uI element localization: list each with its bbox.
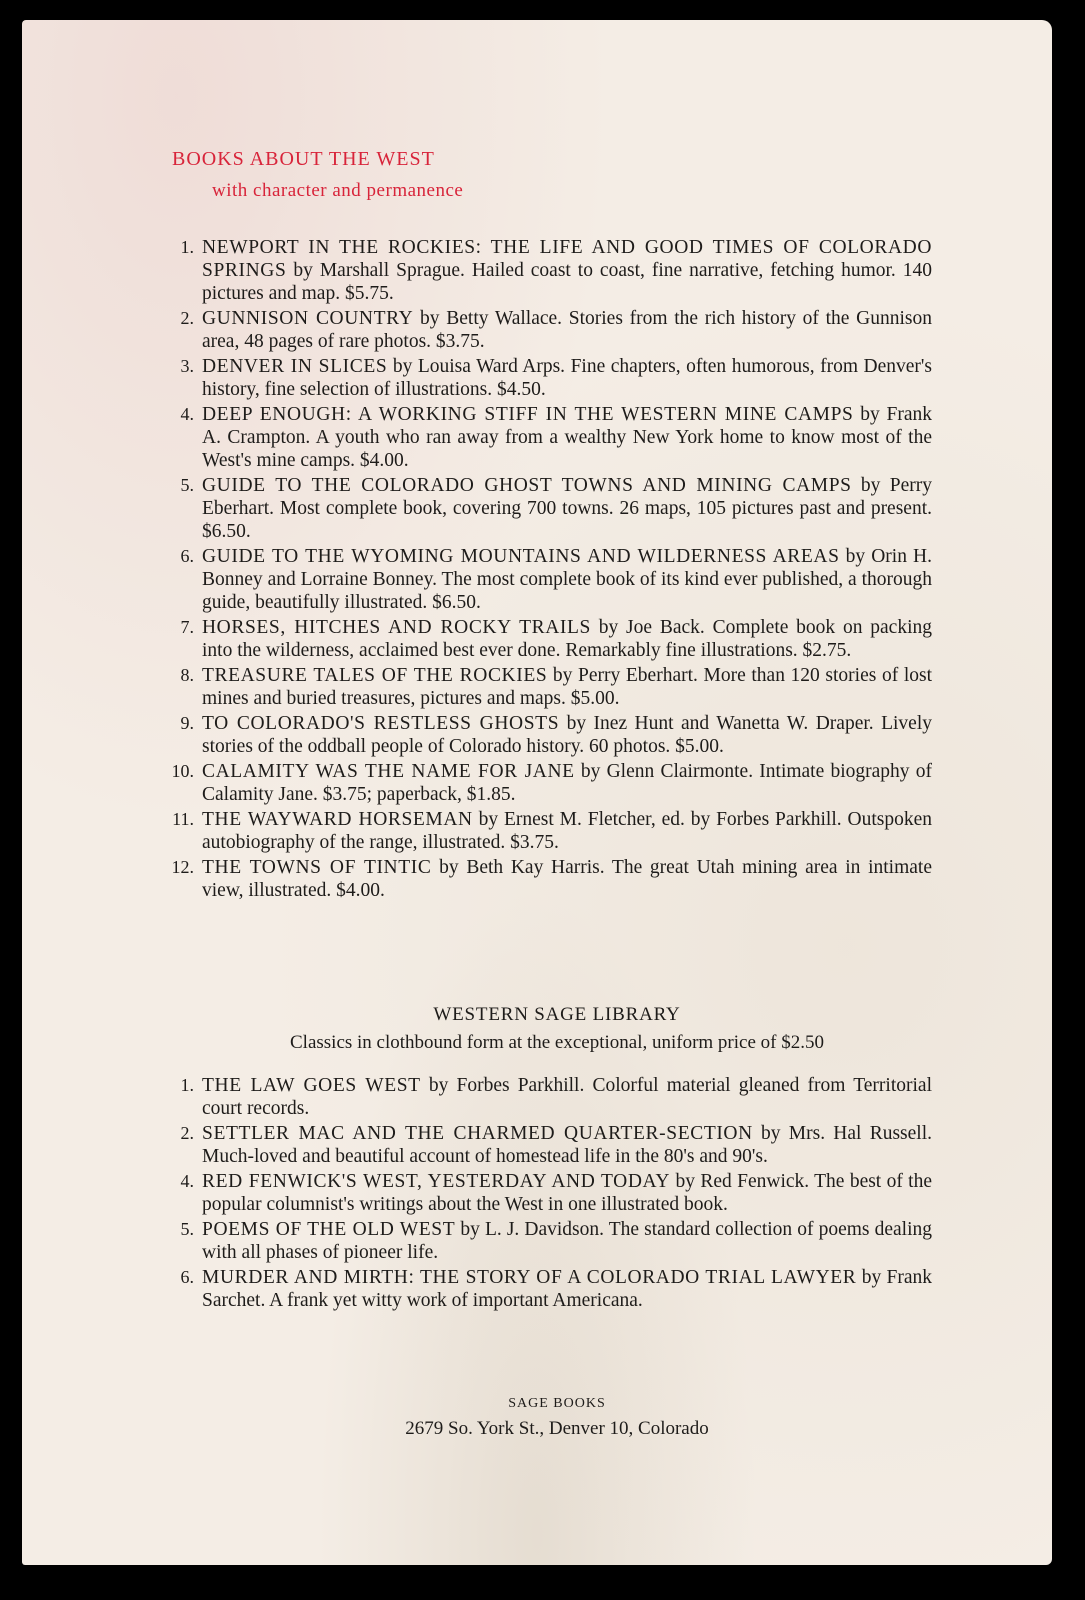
item-number: 10. — [171, 761, 194, 781]
item-number: 1. — [180, 237, 194, 257]
item-number: 11. — [172, 809, 194, 829]
book-title: THE WAYWARD HORSEMAN — [202, 809, 473, 830]
list-item — [172, 664, 932, 710]
item-number: 3. — [180, 356, 194, 376]
list-item — [172, 712, 932, 758]
book-description: by Glenn Clairmonte. Intimate biography of Calamity Jane. $3.75; paperback, $1.85. — [202, 761, 932, 805]
list-item — [172, 307, 932, 353]
book-description: by Frank A. Crampton. A youth who ran away from a wealthy New York home to know most of the West's mine camps. $4.00. — [202, 404, 932, 471]
list-item — [172, 355, 932, 401]
item-number: 2. — [180, 308, 194, 328]
book-description: by Orin H. Bonney and Lorraine Bonney. The most complete book of its kind ever published, a thorough guide, beautifully illustrated. $6.50. — [202, 546, 932, 613]
book-title: SETTLER MAC AND THE CHARMED QUARTER-SECTION — [202, 1123, 753, 1144]
list-item — [172, 1074, 932, 1120]
item-number: 1. — [180, 1075, 194, 1095]
list-item — [172, 1170, 932, 1216]
item-number: 9. — [180, 713, 194, 733]
book-title: THE TOWNS OF TINTIC — [202, 857, 432, 878]
books-list — [172, 236, 932, 904]
book-title: CALAMITY WAS THE NAME FOR JANE — [202, 761, 575, 782]
book-title: TO COLORADO'S RESTLESS GHOSTS — [202, 713, 560, 734]
book-title: DENVER IN SLICES — [202, 356, 388, 377]
list-item — [172, 403, 932, 472]
item-number: 5. — [180, 1219, 194, 1239]
list-item — [172, 545, 932, 614]
item-number: 6. — [180, 546, 194, 566]
list-item — [172, 1266, 932, 1312]
item-number: 7. — [180, 617, 194, 637]
sage-library-title: WESTERN SAGE LIBRARY — [433, 1004, 681, 1025]
book-description: by Mrs. Hal Russell. Much-loved and beautiful account of homestead life in the 80's and 90's. — [202, 1123, 932, 1167]
book-title: TREASURE TALES OF THE ROCKIES — [202, 665, 548, 686]
book-title: GUNNISON COUNTRY — [202, 308, 414, 329]
item-number: 4. — [180, 1171, 194, 1191]
list-item — [172, 760, 932, 806]
book-title: GUIDE TO THE WYOMING MOUNTAINS AND WILDERNESS AREAS — [202, 546, 840, 567]
book-title: THE LAW GOES WEST — [202, 1075, 421, 1096]
book-title: POEMS OF THE OLD WEST — [202, 1219, 456, 1240]
item-number: 2. — [180, 1123, 194, 1143]
book-title: DEEP ENOUGH: A WORKING STIFF IN THE WESTERN MINE CAMPS — [202, 404, 854, 425]
book-title: HORSES, HITCHES AND ROCKY TRAILS — [202, 617, 591, 638]
item-number: 5. — [180, 475, 194, 495]
list-item — [172, 236, 932, 305]
list-item — [172, 808, 932, 854]
item-number: 12. — [171, 857, 194, 877]
book-description: by Perry Eberhart. More than 120 stories of lost mines and buried treasures, pictures and maps. $5.00. — [202, 665, 932, 709]
book-description: by Frank Sarchet. A frank yet witty work of important Americana. — [202, 1267, 933, 1311]
heading-title: BOOKS ABOUT THE WEST — [172, 148, 435, 170]
book-title: NEWPORT IN THE ROCKIES: THE LIFE AND GOOD TIMES OF COLORADO SPRINGS — [202, 237, 932, 281]
list-item — [172, 616, 932, 662]
book-title: MURDER AND MIRTH: THE STORY OF A COLORADO TRIAL LAWYER — [202, 1267, 857, 1288]
book-description: by Beth Kay Harris. The great Utah mining area in intimate view, illustrated. $4.00. — [202, 857, 932, 901]
book-title: RED FENWICK'S WEST, YESTERDAY AND TODAY — [202, 1171, 671, 1192]
list-item — [172, 474, 932, 543]
publisher-address: 2679 So. York St., Denver 10, Colorado — [405, 1418, 709, 1439]
item-number: 8. — [180, 665, 194, 685]
book-description: by Joe Back. Complete book on packing into the wilderness, acclaimed best ever done. Remarkably fine illustrations. $2.75. — [202, 617, 932, 661]
item-number: 6. — [180, 1267, 194, 1287]
sage-library-subtitle: Classics in clothbound form at the exceptional, uniform price of $2.50 — [290, 1032, 824, 1053]
book-description: by Marshall Sprague. Hailed coast to coast, fine narrative, fetching humor. 140 pictures and map. $5.75. — [202, 260, 932, 304]
book-description: by Inez Hunt and Wanetta W. Draper. Lively stories of the oddball people of Colorado history. 60 photos. $5.00. — [202, 713, 932, 757]
book-description: by Perry Eberhart. Most complete book, covering 700 towns. 26 maps, 105 pictures past and present. $6.50. — [202, 475, 932, 542]
list-item — [172, 856, 932, 902]
item-number: 4. — [180, 404, 194, 424]
list-item — [172, 1122, 932, 1168]
publisher-name: SAGE BOOKS — [508, 1396, 606, 1411]
book-description: by Betty Wallace. Stories from the rich history of the Gunnison area, 48 pages of rare photos. $3.75. — [202, 308, 933, 352]
book-title: GUIDE TO THE COLORADO GHOST TOWNS AND MINING CAMPS — [202, 475, 852, 496]
list-item — [172, 1218, 932, 1264]
sage-library-list — [172, 1074, 932, 1314]
book-jacket-back — [22, 20, 1052, 1565]
heading-subtitle: with character and permanence — [212, 180, 464, 201]
book-description: by Ernest M. Fletcher, ed. by Forbes Parkhill. Outspoken autobiography of the range, illustrated. $3.75. — [202, 809, 932, 853]
book-description: by Louisa Ward Arps. Fine chapters, often humorous, from Denver's history, fine selection of illustrations. $4.50. — [202, 356, 933, 400]
book-description: by L. J. Davidson. The standard collection of poems dealing with all phases of pioneer life. — [202, 1219, 932, 1263]
book-description: by Forbes Parkhill. Colorful material gleaned from Territorial court records. — [202, 1075, 932, 1119]
book-description: by Red Fenwick. The best of the popular columnist's writings about the West in one illustrated book. — [202, 1171, 933, 1215]
